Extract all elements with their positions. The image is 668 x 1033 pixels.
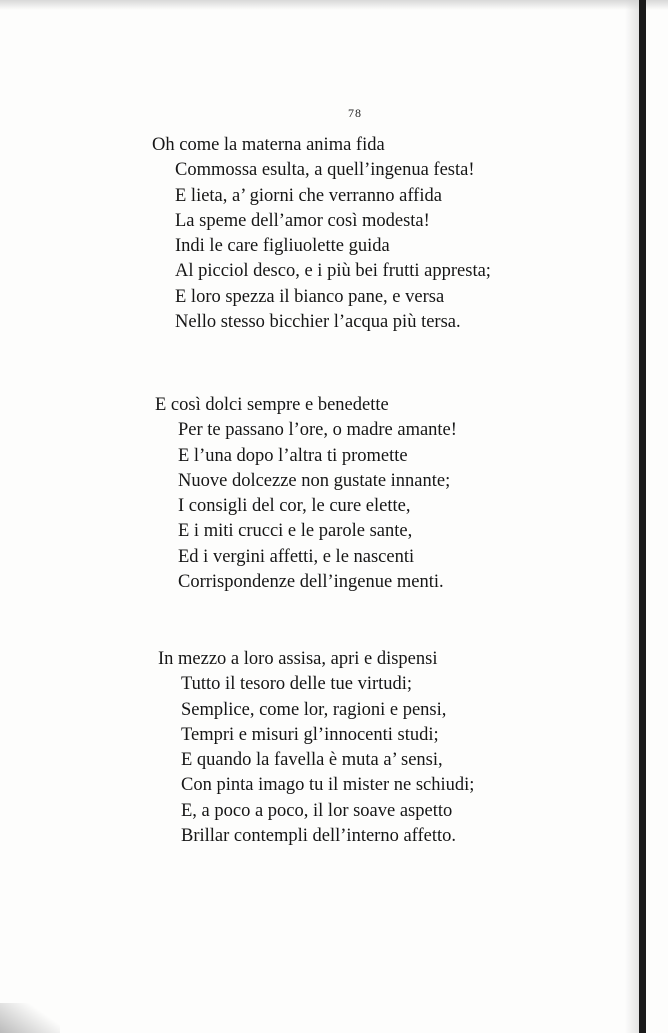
verse-line: E, a poco a poco, il lor soave aspetto (181, 800, 453, 821)
verse-line: Con pinta imago tu il mister ne schiudi; (181, 775, 475, 796)
book-spine-edge (639, 0, 646, 1033)
stanza-2 (155, 393, 457, 595)
verse-line: Per te passano l’ore, o madre amante! (178, 420, 457, 441)
verse-line: Nello stesso bicchier l’acqua più tersa. (175, 312, 461, 333)
verse-line: E lieta, a’ giorni che verranno affida (175, 185, 442, 206)
verse-line: E quando la favella è muta a’ sensi, (181, 750, 443, 771)
verse-line: Brillar contempli dell’interno affetto. (181, 826, 457, 847)
verse-line: Corrispondenze dell’ingenue menti. (178, 572, 444, 593)
verse-line: E così dolci sempre e benedette (155, 395, 389, 415)
page-corner-shadow (0, 1003, 60, 1033)
stanza-3 (158, 647, 474, 849)
page-top-edge (0, 0, 668, 10)
verse-line: Semplice, come lor, ragioni e pensi, (181, 699, 447, 720)
verse-line: Ed i vergini affetti, e le nascenti (178, 546, 415, 567)
verse-line: Nuove dolcezze non gustate innante; (178, 470, 451, 491)
verse-line: E loro spezza il bianco pane, e versa (175, 286, 445, 307)
stanza-1 (152, 133, 491, 335)
verse-line: Tempri e misuri gl’innocenti studi; (181, 724, 439, 745)
verse-line: Indi le care figliuolette guida (175, 236, 390, 257)
verse-line: E l’una dopo l’altra ti promette (178, 445, 408, 466)
verse-line: La speme dell’amor così modesta! (175, 210, 430, 231)
verse-line: Oh come la materna anima fida (152, 135, 385, 155)
verse-line: Al picciol desco, e i più bei frutti appresta; (175, 261, 491, 282)
verse-line: E i miti crucci e le parole sante, (178, 521, 413, 542)
page-gutter-shadow (625, 0, 639, 1033)
verse-line: In mezzo a loro assisa, apri e dispensi (158, 649, 438, 669)
verse-line: I consigli del cor, le cure elette, (178, 496, 411, 517)
verse-line: Tutto il tesoro delle tue virtudi; (181, 674, 413, 695)
verse-line: Commossa esulta, a quell’ingenua festa! (175, 160, 475, 181)
page-number: 78 (348, 106, 362, 120)
